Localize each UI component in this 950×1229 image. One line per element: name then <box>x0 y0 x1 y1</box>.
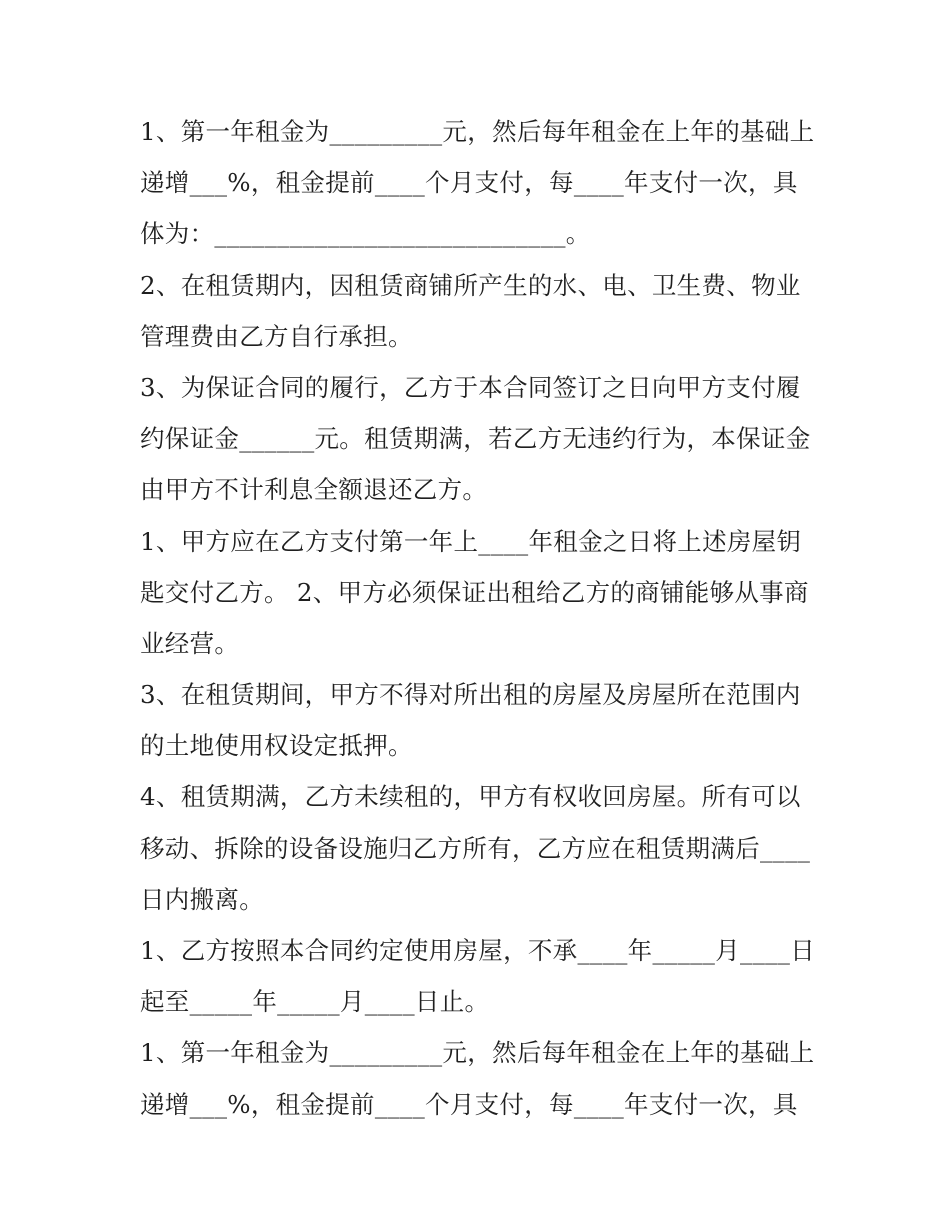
text-line: 递增___%，租金提前____个月支付，每____年支付一次，具 <box>140 1089 798 1119</box>
text-line: 4、租赁期满，乙方未续租的，甲方有权收回房屋。所有可以 <box>140 782 801 812</box>
text-line: 1、乙方按照本合同约定使用房屋，不承____年_____月____日 <box>140 936 816 965</box>
text-line: 由甲方不计利息全额退还乙方。 <box>140 475 488 505</box>
text-line: 3、为保证合同的履行，乙方于本合同签订之日向甲方支付履 <box>140 372 801 402</box>
document-body <box>140 106 820 1130</box>
text-line: 3、在租赁期间，甲方不得对所出租的房屋及房屋所在范围内 <box>140 680 801 710</box>
text-line: 1、第一年租金为_________元，然后每年租金在上年的基础上 <box>140 117 815 146</box>
text-line: 体为：____________________________。 <box>140 219 591 249</box>
text-line: 匙交付乙方。 2、甲方必须保证出租给乙方的商铺能够从事商 <box>140 577 809 607</box>
text-line: 1、第一年租金为_________元，然后每年租金在上年的基础上 <box>140 1038 815 1068</box>
text-line: 约保证金______元。租赁期满，若乙方无违约行为，本保证金 <box>140 424 811 454</box>
text-line: 1、甲方应在乙方支付第一年上____年租金之日将上述房屋钥 <box>140 526 802 556</box>
text-line: 管理费由乙方自行承担。 <box>140 321 413 351</box>
text-line: 移动、拆除的设备设施归乙方所有，乙方应在租赁期满后____ <box>140 833 811 863</box>
text-line: 递增___%，租金提前____个月支付，每____年支付一次，具 <box>140 168 798 198</box>
text-line: 2、在租赁期内，因租赁商铺所产生的水、电、卫生费、物业 <box>140 270 801 300</box>
text-line: 业经营。 <box>140 628 240 658</box>
text-line: 的土地使用权设定抵押。 <box>140 731 413 761</box>
text-line: 日内搬离。 <box>140 884 264 914</box>
text-line: 起至_____年_____月____日止。 <box>140 987 490 1017</box>
